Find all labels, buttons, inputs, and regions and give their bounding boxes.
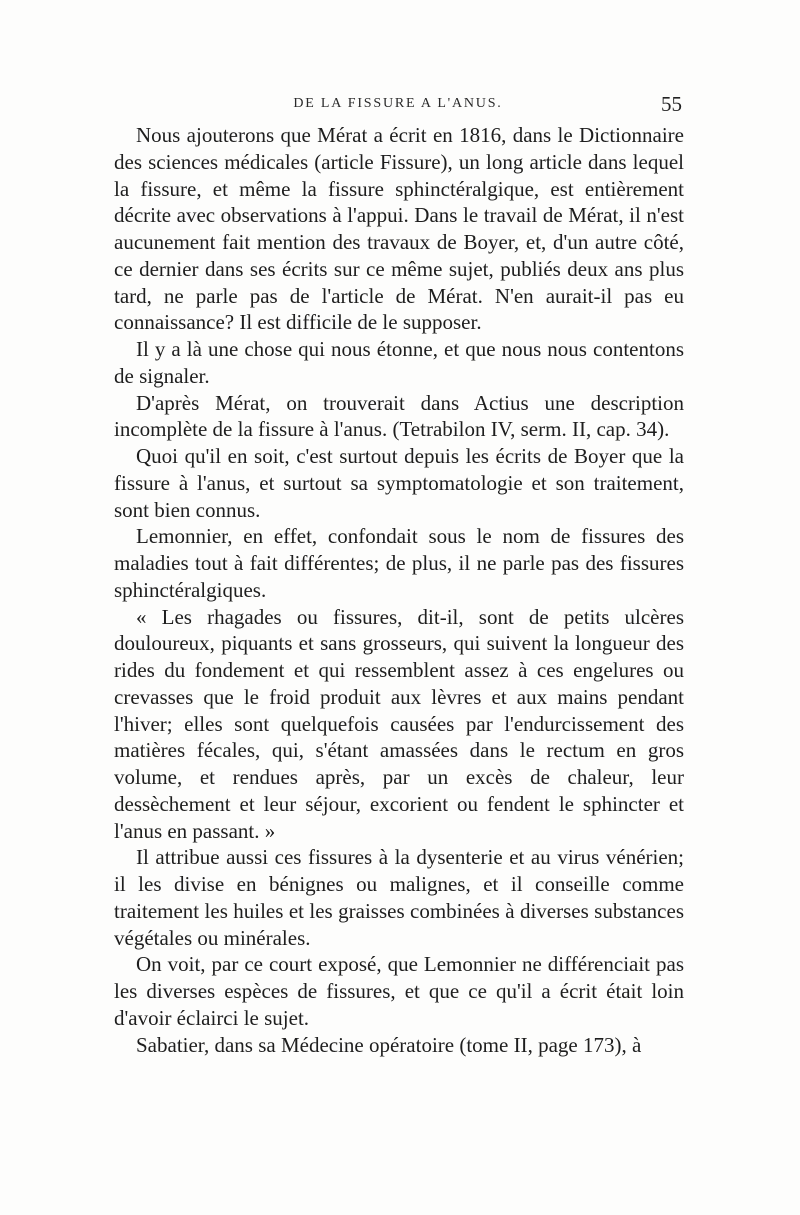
paragraph-remark: Il y a là une chose qui nous étonne, et que nous nous contentons de signaler.	[114, 337, 684, 388]
paragraph-quotation: « Les rhagades ou fissures, dit-il, sont de petits ulcères douloureux, piquants et sans grosseurs, qui suivent la longueur des rides du fondement et qui ressemblent assez à ces engelures ou crevasses que le froid produit aux lèvres et aux mains pendant l'hiver; elles sont quelquefois causées par l'endurcissement des matières fécales, qui, s'étant amassées dans le rectum en gros volume, et rendues après, par un excès de chaleur, leur dessèchement et leur séjour, excorient ou fendent le sphincter et l'anus en passant. »	[114, 604, 684, 843]
paragraph-merat-dictionary: Nous ajouterons que Mérat a écrit en 1816, dans le Dictionnaire des sciences médicales (article Fissure), un long article dans lequel la fissure, et même la fissure sphinctéralgique, est entièrement décrite avec observations à l'appui. Dans le travail de Mérat, il n'est aucunement fait mention des travaux de Boyer, et, d'un autre côté, ce dernier dans ses écrits sur ce même sujet, publiés deux ans plus tard, ne parle pas de l'article de Mérat. N'en aurait-il pas eu connaissance? Il est difficile de le supposer.	[114, 123, 684, 335]
paragraph-actius: D'après Mérat, on trouverait dans Actius une description incomplète de la fissure à l'anus. (Tetrabilon IV, serm. II, cap. 34).	[114, 390, 684, 442]
body-text	[114, 122, 684, 1058]
page-number: 55	[661, 92, 682, 116]
paragraph-lemonnier: Lemonnier, en effet, confondait sous le nom de fissures des maladies tout à fait différentes; de plus, il ne parle pas des fissures sphinctéralgiques.	[114, 524, 684, 602]
paragraph-boyer: Quoi qu'il en soit, c'est surtout depuis les écrits de Boyer que la fissure à l'anus, et surtout sa symptomatologie et son traitement, sont bien connus.	[114, 444, 684, 522]
running-title: DE LA FISSURE A L'ANUS.	[293, 96, 503, 111]
paragraph-summary: On voit, par ce court exposé, que Lemonnier ne différenciait pas les diverses espèces de fissures, et que ce qu'il a écrit était loin d'avoir éclairci le sujet.	[114, 952, 684, 1030]
paragraph-sabatier: Sabatier, dans sa Médecine opératoire (tome II, page 173), à	[136, 1032, 642, 1057]
paragraph-treatment: Il attribue aussi ces fissures à la dysenterie et au virus vénérien; il les divise en bénignes ou malignes, et il conseille comme traitement les huiles et les graisses combinées à diverses substances végétales ou minérales.	[114, 845, 684, 950]
running-head	[114, 92, 682, 122]
